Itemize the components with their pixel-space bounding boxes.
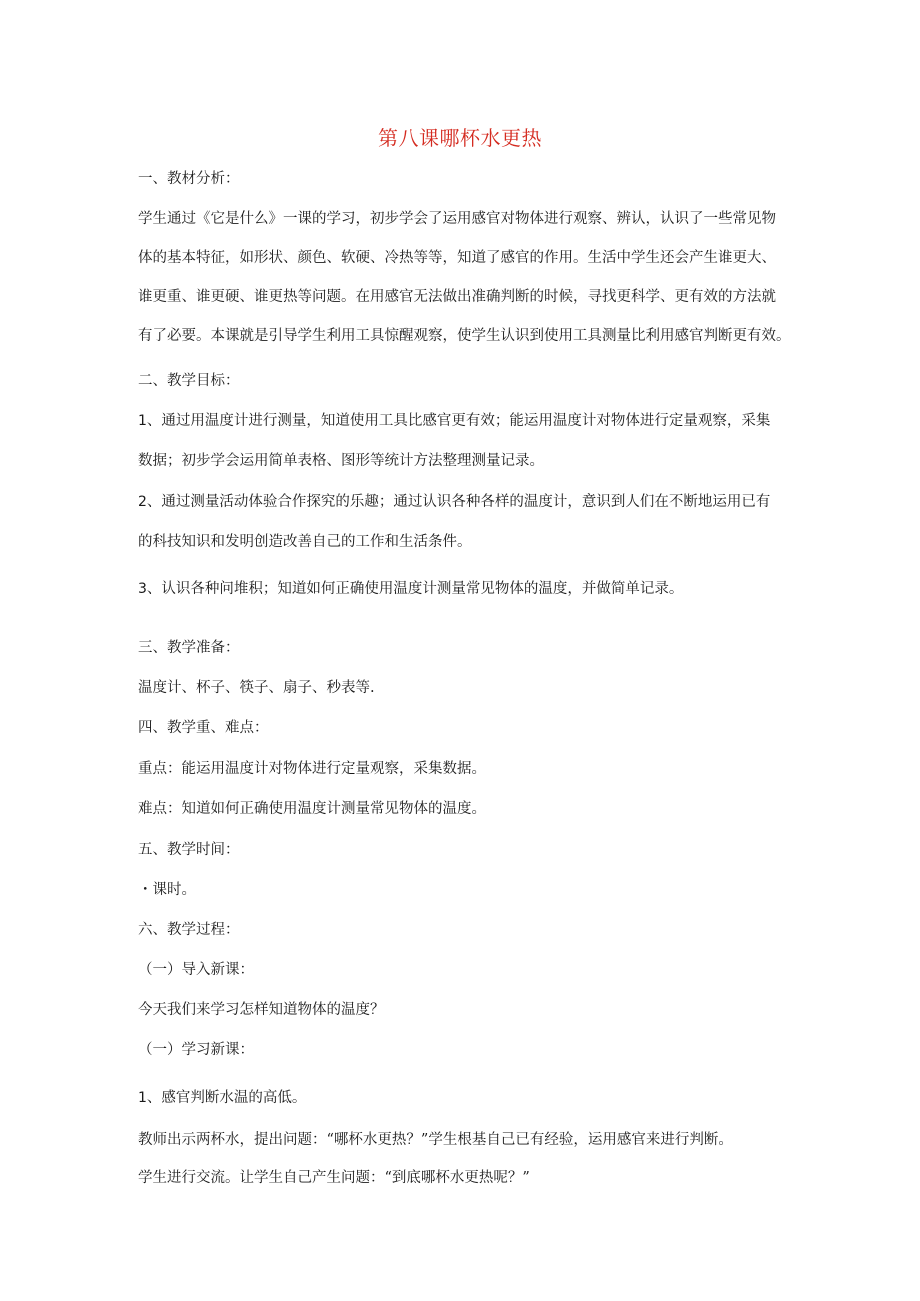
- goal-item-2: [138, 491, 798, 513]
- key-point: 重点：能运用温度计对物体进行定量观察，采集数据。: [138, 761, 486, 777]
- item-number: 3: [138, 581, 147, 597]
- lesson-title: 第八课哪杯水更热: [378, 126, 542, 150]
- goal-item-3: [138, 578, 798, 600]
- difficulty-point: 难点：知道如何正确使用温度计测量常见物体的温度。: [138, 801, 486, 817]
- paragraph-line: 学生进行交流。让学生自己产生问题：“到底哪杯水更热呢？”: [138, 1170, 530, 1186]
- paragraph-line: 温度计、杯子、筷子、扇子、秒表等.: [138, 680, 375, 696]
- item-number: 2: [138, 494, 147, 510]
- subsection-heading: （一）学习新课：: [138, 1042, 254, 1058]
- item-text: 、通过用温度计进行测量，知道使用工具比感官更有效；能运用温度计对物体进行定量观察，采集: [146, 413, 771, 429]
- section-heading-preparation: 三、教学准备：: [138, 640, 240, 656]
- item-text: 、感官判断水温的高低。: [146, 1090, 307, 1106]
- paragraph-line: 数据；初步学会运用简单表格、图形等统计方法整理测量记录。: [138, 453, 544, 469]
- section-heading-process: 六、教学过程：: [138, 922, 240, 938]
- section-heading-time: 五、教学时间：: [138, 842, 240, 858]
- item-number: 1: [138, 413, 147, 429]
- step-item-1: [138, 1087, 798, 1109]
- paragraph-line: 今天我们来学习怎样知道物体的温度？: [138, 1002, 385, 1018]
- paragraph-line: 教师出示两杯水，提出问题：“哪杯水更热？”学生根基自己已有经验，运用感官来进行判断。: [138, 1132, 733, 1148]
- paragraph-line: ・课时。: [138, 882, 196, 898]
- item-text: 、认识各种问堆积；知道如何正确使用温度计测量常见物体的温度，并做简单记录。: [146, 581, 684, 597]
- paragraph-line: 有了必要。本课就是引导学生利用工具惊醒观察，使学生认识到使用工具测量比利用感官判断更有效。: [138, 328, 791, 344]
- paragraph-line: 的科技知识和发明创造改善自己的工作和生活条件。: [138, 534, 472, 550]
- paragraph-line: 谁更重、谁更硬、谁更热等问题。在用感官无法做出准确判断的时候，寻找更科学、更有效的方法就: [138, 289, 776, 305]
- paragraph-line: 体的基本特征，如形状、颜色、软硬、冷热等等，知道了感官的作用。生活中学生还会产生谁更大、: [138, 250, 776, 266]
- subsection-heading: （一）导入新课：: [138, 962, 254, 978]
- goal-item-1: [138, 410, 798, 432]
- section-heading-goals: 二、教学目标：: [138, 373, 240, 389]
- section-heading-key-points: 四、教学重、难点：: [138, 720, 269, 736]
- section-heading-materials: 一、教材分析：: [138, 171, 240, 187]
- paragraph-line: 学生通过《它是什么》一课的学习，初步学会了运用感官对物体进行观察、辨认，认识了一些常见物: [138, 211, 776, 227]
- item-text: 、通过测量活动体验合作探究的乐趣；通过认识各种各样的温度计，意识到人们在不断地运用已有: [146, 494, 771, 510]
- item-number: 1: [138, 1090, 147, 1106]
